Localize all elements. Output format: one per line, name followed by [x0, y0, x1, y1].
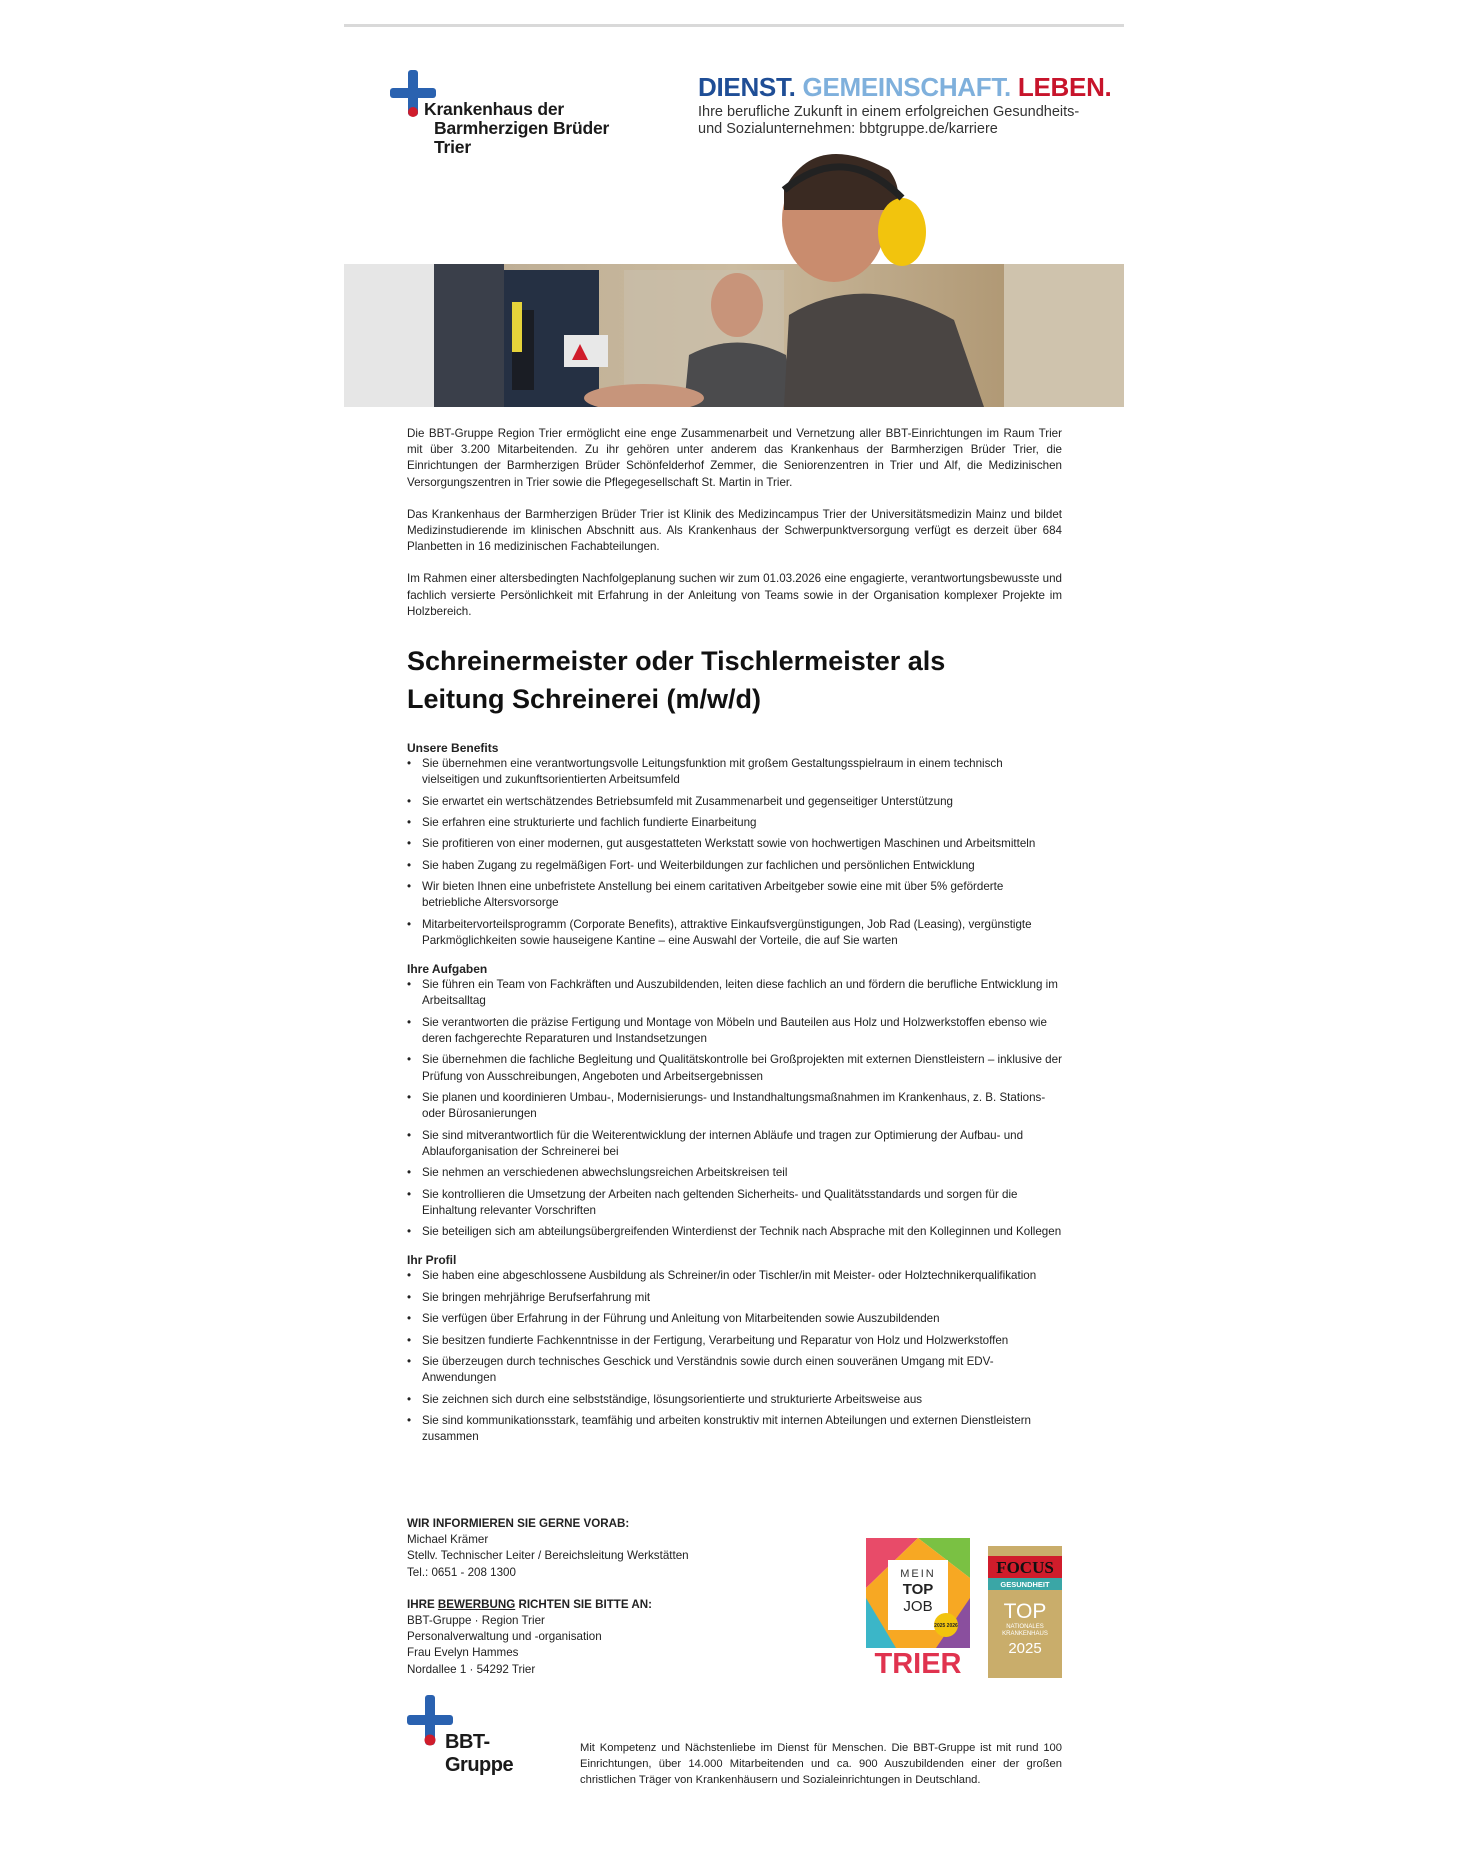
- profile-heading: Ihr Profil: [407, 1253, 457, 1268]
- application-heading-post: RICHTEN SIE BITTE AN:: [515, 1597, 652, 1611]
- application-org: BBT-Gruppe · Region Trier: [407, 1614, 545, 1628]
- badge-job: JOB: [903, 1598, 933, 1615]
- bbt-group-logo: [407, 1695, 557, 1776]
- profile-list: [407, 1268, 1062, 1445]
- main-content: [407, 426, 1062, 1457]
- application-address: Nordallee 1 · 54292 Trier: [407, 1662, 536, 1676]
- list-item: • Sie übernehmen eine verantwortungsvolle Leitungsfunktion mit großem Gestaltungsspielraum in einem technisch vielseitigen und zukunftsorientierten Arbeitsumfeld: [407, 756, 1062, 788]
- list-item: • Sie nehmen an verschiedenen abwechslungsreichen Arbeitskreisen teil: [407, 1165, 1062, 1181]
- header-photo: [344, 150, 1124, 407]
- list-item: • Sie erfahren eine strukturierte und fachlich fundierte Einarbeitung: [407, 815, 1062, 831]
- contact-block: [407, 1516, 787, 1678]
- workshop-window: [1004, 264, 1124, 407]
- list-item: • Sie sind mitverantwortlich für die Weiterentwicklung der internen Abläufe und tragen zur Optimierung der Aufbau- und Ablauforganisation der Schreinerei bei: [407, 1128, 1062, 1160]
- focus-caption-1: NATIONALES: [1006, 1624, 1044, 1630]
- tasks-heading: Ihre Aufgaben: [407, 962, 488, 977]
- warning-sign: [564, 335, 608, 367]
- badge-trier: TRIER: [874, 1648, 962, 1678]
- list-item: • Sie kontrollieren die Umsetzung der Arbeiten nach geltenden Sicherheits- und Qualitätsstandards und sorgen für die Einhaltung relevanter Vorschriften: [407, 1187, 1062, 1219]
- list-item: • Sie übernehmen die fachliche Begleitung und Qualitätskontrolle bei Großprojekten mit externen Dienstleistern – inklusive der Prüfung von Ausschreibungen, Angeboten und Arbeitsergebnissen: [407, 1052, 1062, 1084]
- machine-body: [434, 264, 504, 407]
- badge-mein: MEIN: [900, 1568, 936, 1580]
- list-item: • Sie verantworten die präzise Fertigung und Montage von Möbeln und Bauteilen aus Holz und Holzwerkstoffen ebenso wie deren fachgerechte Reparaturen und Instandsetzungen: [407, 1015, 1062, 1047]
- focus-caption-2: KRANKENHAUS: [1002, 1631, 1048, 1637]
- list-item: • Mitarbeitervorteilsprogramm (Corporate Benefits), attraktive Einkaufsvergünstigungen, Job Rad (Leasing), vergünstigte Parkmöglichkeiten sowie hauseigene Kantine – eine Auswahl der Vorteile, die auf Sie warten: [407, 917, 1062, 949]
- contact-phone[interactable]: Tel.: 0651 - 208 1300: [407, 1565, 516, 1579]
- application-heading-pre: IHRE: [407, 1597, 438, 1611]
- top-divider: [344, 24, 1124, 27]
- focus-top: TOP: [1003, 1600, 1047, 1623]
- list-item: • Sie sind kommunikationsstark, teamfähig und arbeiten konstruktiv mit internen Abteilungen und externen Dienstleistern zusammen: [407, 1413, 1062, 1445]
- list-item: • Sie beteiligen sich am abteilungsübergreifenden Winterdienst der Technik nach Absprache mit den Kolleginnen und Kollegen: [407, 1224, 1062, 1240]
- list-item: • Sie haben eine abgeschlossene Ausbildung als Schreiner/in oder Tischler/in mit Meister- oder Holztechnikerqualifikation: [407, 1268, 1062, 1284]
- claim-leben: LEBEN.: [1017, 72, 1112, 102]
- footer-text: Mit Kompetenz und Nächstenliebe im Dienst für Menschen. Die BBT-Gruppe ist mit rund 100 Einrichtungen, über 14.000 Mitarbeitenden und ca. 900 Auszubildenden einer der großen christlichen Träger von Krankenhäusern und Sozialeinrichtungen in Deutschland.: [580, 1742, 1062, 1786]
- list-item: • Sie verfügen über Erfahrung in der Führung und Anleitung von Mitarbeitenden sowie Auszubildenden: [407, 1311, 1062, 1327]
- claim-title: [698, 72, 1118, 102]
- badge-top: TOP: [902, 1581, 934, 1598]
- mein-top-job-badge: [866, 1538, 970, 1678]
- job-title: [407, 642, 1062, 718]
- focus-brand: FOCUS: [996, 1558, 1054, 1577]
- list-item: • Sie planen und koordinieren Umbau-, Modernisierungs- und Instandhaltungsmaßnahmen im Krankenhaus, z. B. Stations- oder Bürosanierungen: [407, 1090, 1062, 1122]
- badge-years: 2025 2026: [934, 1623, 958, 1629]
- focus-year: 2025: [1008, 1640, 1042, 1657]
- contact-name: Michael Krämer: [407, 1533, 489, 1547]
- intro-paragraph-2: Das Krankenhaus der Barmherzigen Brüder Trier ist Klinik des Medizincampus Trier der Universitätsmedizin Mainz und bildet Medizinstudierende im klinischen Abschnitt aus. Als Krankenhaus der Schwerpunktversorgung verfügt es derzeit über 684 Planbetten in 16 medizinischen Fachabteilungen.: [407, 507, 1062, 554]
- machine-panel: [344, 264, 434, 407]
- application-heading: [407, 1597, 787, 1613]
- focus-sub: GESUNDHEIT: [1000, 1580, 1050, 1589]
- claim-dienst: DIENST.: [698, 72, 796, 102]
- logo-line-1: Krankenhaus der: [424, 99, 564, 119]
- claim-sub-line-2: und Sozialunternehmen: bbtgruppe.de/karriere: [698, 121, 998, 137]
- list-item: • Sie erwartet ein wertschätzendes Betriebsumfeld mit Zusammenarbeit und gegenseitiger Unterstützung: [407, 794, 1062, 810]
- claim-gemeinschaft: GEMEINSCHAFT.: [802, 72, 1011, 102]
- contact-role: Stellv. Technischer Leiter / Bereichsleitung Werkstätten: [407, 1549, 689, 1563]
- benefits-heading: Unsere Benefits: [407, 741, 499, 756]
- list-item: • Sie haben Zugang zu regelmäßigen Fort- und Weiterbildungen zur fachlichen und persönlichen Entwicklung: [407, 858, 1062, 874]
- claim: [698, 72, 1118, 138]
- contact-heading: WIR INFORMIEREN SIE GERNE VORAB:: [407, 1517, 630, 1530]
- intro-paragraph-3: Im Rahmen einer altersbedingten Nachfolgeplanung suchen wir zum 01.03.2026 eine engagierte, verantwortungsbewusste und fachlich versierte Persönlichkeit mit Erfahrung in der Anleitung von Teams sowie in der Organisation komplexer Projekte im Holzbereich.: [407, 572, 1062, 618]
- list-item: • Sie bringen mehrjährige Berufserfahrung mit: [407, 1290, 1062, 1306]
- application-person: Frau Evelyn Hammes: [407, 1646, 519, 1660]
- benefits-list: [407, 756, 1062, 949]
- tasks-list: [407, 977, 1062, 1240]
- ear-protection-icon: [878, 198, 926, 266]
- colleague-head: [711, 273, 763, 337]
- job-title-line-1: Schreinermeister oder Tischlermeister als: [407, 646, 946, 677]
- intro-paragraph-1: Die BBT-Gruppe Region Trier ermöglicht eine enge Zusammenarbeit und Vernetzung aller BBT-Einrichtungen im Raum Trier mit über 3.200 Mitarbeitenden. Zu ihr gehören unter anderem das Krankenhaus der Barmherzigen Brüder Trier, die Einrichtungen der Barmherzigen Brüder Schönfelderhof Zemmer, die Seniorenzentren in Trier und Alf, die Medizinischen Versorgungszentren in Trier sowie die Pflegegesellschaft St. Martin in Trier.: [407, 427, 1062, 489]
- list-item: • Sie profitieren von einer modernen, gut ausgestatteten Werkstatt sowie von hochwertigen Maschinen und Arbeitsmitteln: [407, 836, 1062, 852]
- list-item: • Sie zeichnen sich durch eine selbstständige, lösungsorientierte und strukturierte Arbeitsweise aus: [407, 1392, 1062, 1408]
- list-item: • Sie führen ein Team von Fachkräften und Auszubildenden, leiten diese fachlich an und fördern die berufliche Entwicklung im Arbeitsalltag: [407, 977, 1062, 1009]
- hospital-logo: [390, 70, 650, 157]
- list-item: • Wir bieten Ihnen eine unbefristete Anstellung bei einem caritativen Arbeitgeber sowie eine mit über 5% geförderte betriebliche Altersvorsorge: [407, 879, 1062, 911]
- bbt-logo-text: BBT-Gruppe: [445, 1731, 514, 1776]
- list-item: • Sie besitzen fundierte Fachkenntnisse in der Fertigung, Verarbeitung und Reparatur von Holz und Holzwerkstoffen: [407, 1333, 1062, 1349]
- machine-label: [512, 302, 522, 352]
- claim-subtitle: [698, 104, 1118, 138]
- claim-sub-line-1: Ihre berufliche Zukunft in einem erfolgreichen Gesundheits-: [698, 104, 1080, 120]
- job-title-line-2: Leitung Schreinerei (m/w/d): [407, 684, 762, 715]
- logo-line-2: Barmherzigen Brüder Trier: [434, 118, 610, 157]
- focus-badge: [988, 1546, 1062, 1678]
- application-dept: Personalverwaltung und -organisation: [407, 1630, 602, 1644]
- application-link[interactable]: BEWERBUNG: [437, 1597, 516, 1611]
- list-item: • Sie überzeugen durch technisches Geschick und Verständnis sowie durch einen souveränen Umgang mit EDV-Anwendungen: [407, 1354, 1062, 1386]
